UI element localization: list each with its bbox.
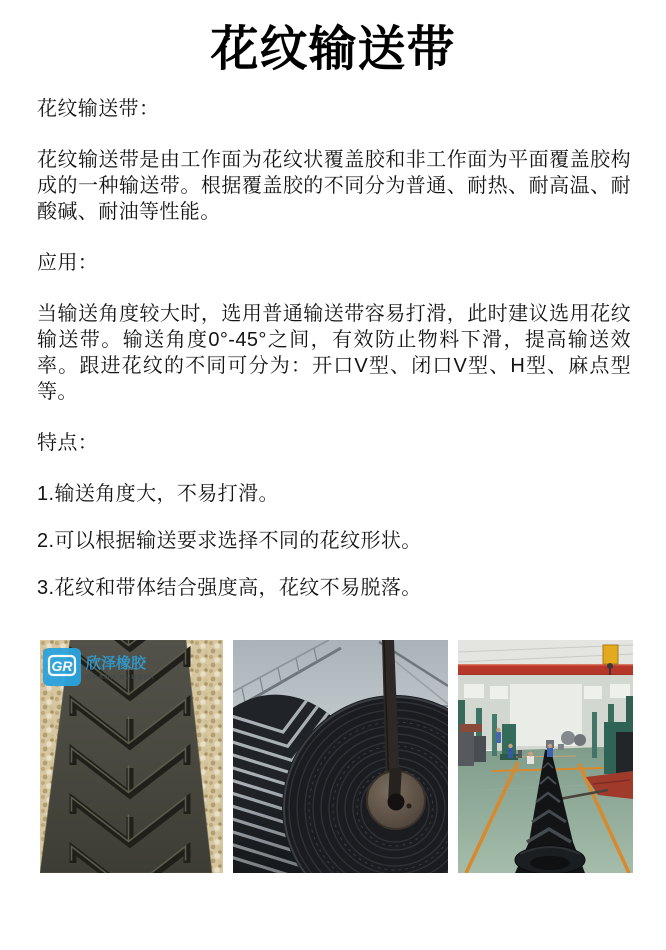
logo-monogram: GR xyxy=(51,658,73,674)
product-page xyxy=(0,20,666,950)
chevron-belt-closeup xyxy=(40,640,223,873)
feature-item-2: 2.可以根据输送要求选择不同的花纹形状。 xyxy=(37,530,422,552)
logo-name-cn: 欣泽橡胶 xyxy=(86,655,147,672)
product-description xyxy=(0,96,666,601)
features-label: 特点： xyxy=(37,432,99,454)
feature-item-1: 1.输送角度大，不易打滑。 xyxy=(37,483,279,505)
factory-floor-image[interactable] xyxy=(458,640,633,873)
belt-roll-image[interactable] xyxy=(233,640,448,873)
feature-item-3: 3.花纹和带体结合强度高，花纹不易脱落。 xyxy=(37,577,422,599)
belt-roll xyxy=(233,640,448,873)
product-images xyxy=(40,640,666,873)
application-text: 当输送角度较大时，选用普通输送带容易打滑，此时建议选用花纹输送带。输送角度0°-45°之间，有效防止物料下滑，提高输送效率。跟进花纹的不同可分为：开口V型、闭口V型、H型、麻点型等。 xyxy=(37,303,631,403)
factory-floor xyxy=(458,640,633,873)
chevron-belt-closeup-image[interactable] xyxy=(40,640,223,873)
intro-text: 花纹输送带是由工作面为花纹状覆盖胶和非工作面为平面覆盖胶构成的一种输送带。根据覆盖胶的不同分为普通、耐热、耐高温、耐酸碱、耐油等性能。 xyxy=(37,149,631,223)
page-title: 花纹输送带 xyxy=(210,23,456,76)
intro-label: 花纹输送带： xyxy=(37,98,160,120)
application-label: 应用： xyxy=(37,252,99,274)
logo-name-en: GRAND RUBBER xyxy=(86,674,156,681)
